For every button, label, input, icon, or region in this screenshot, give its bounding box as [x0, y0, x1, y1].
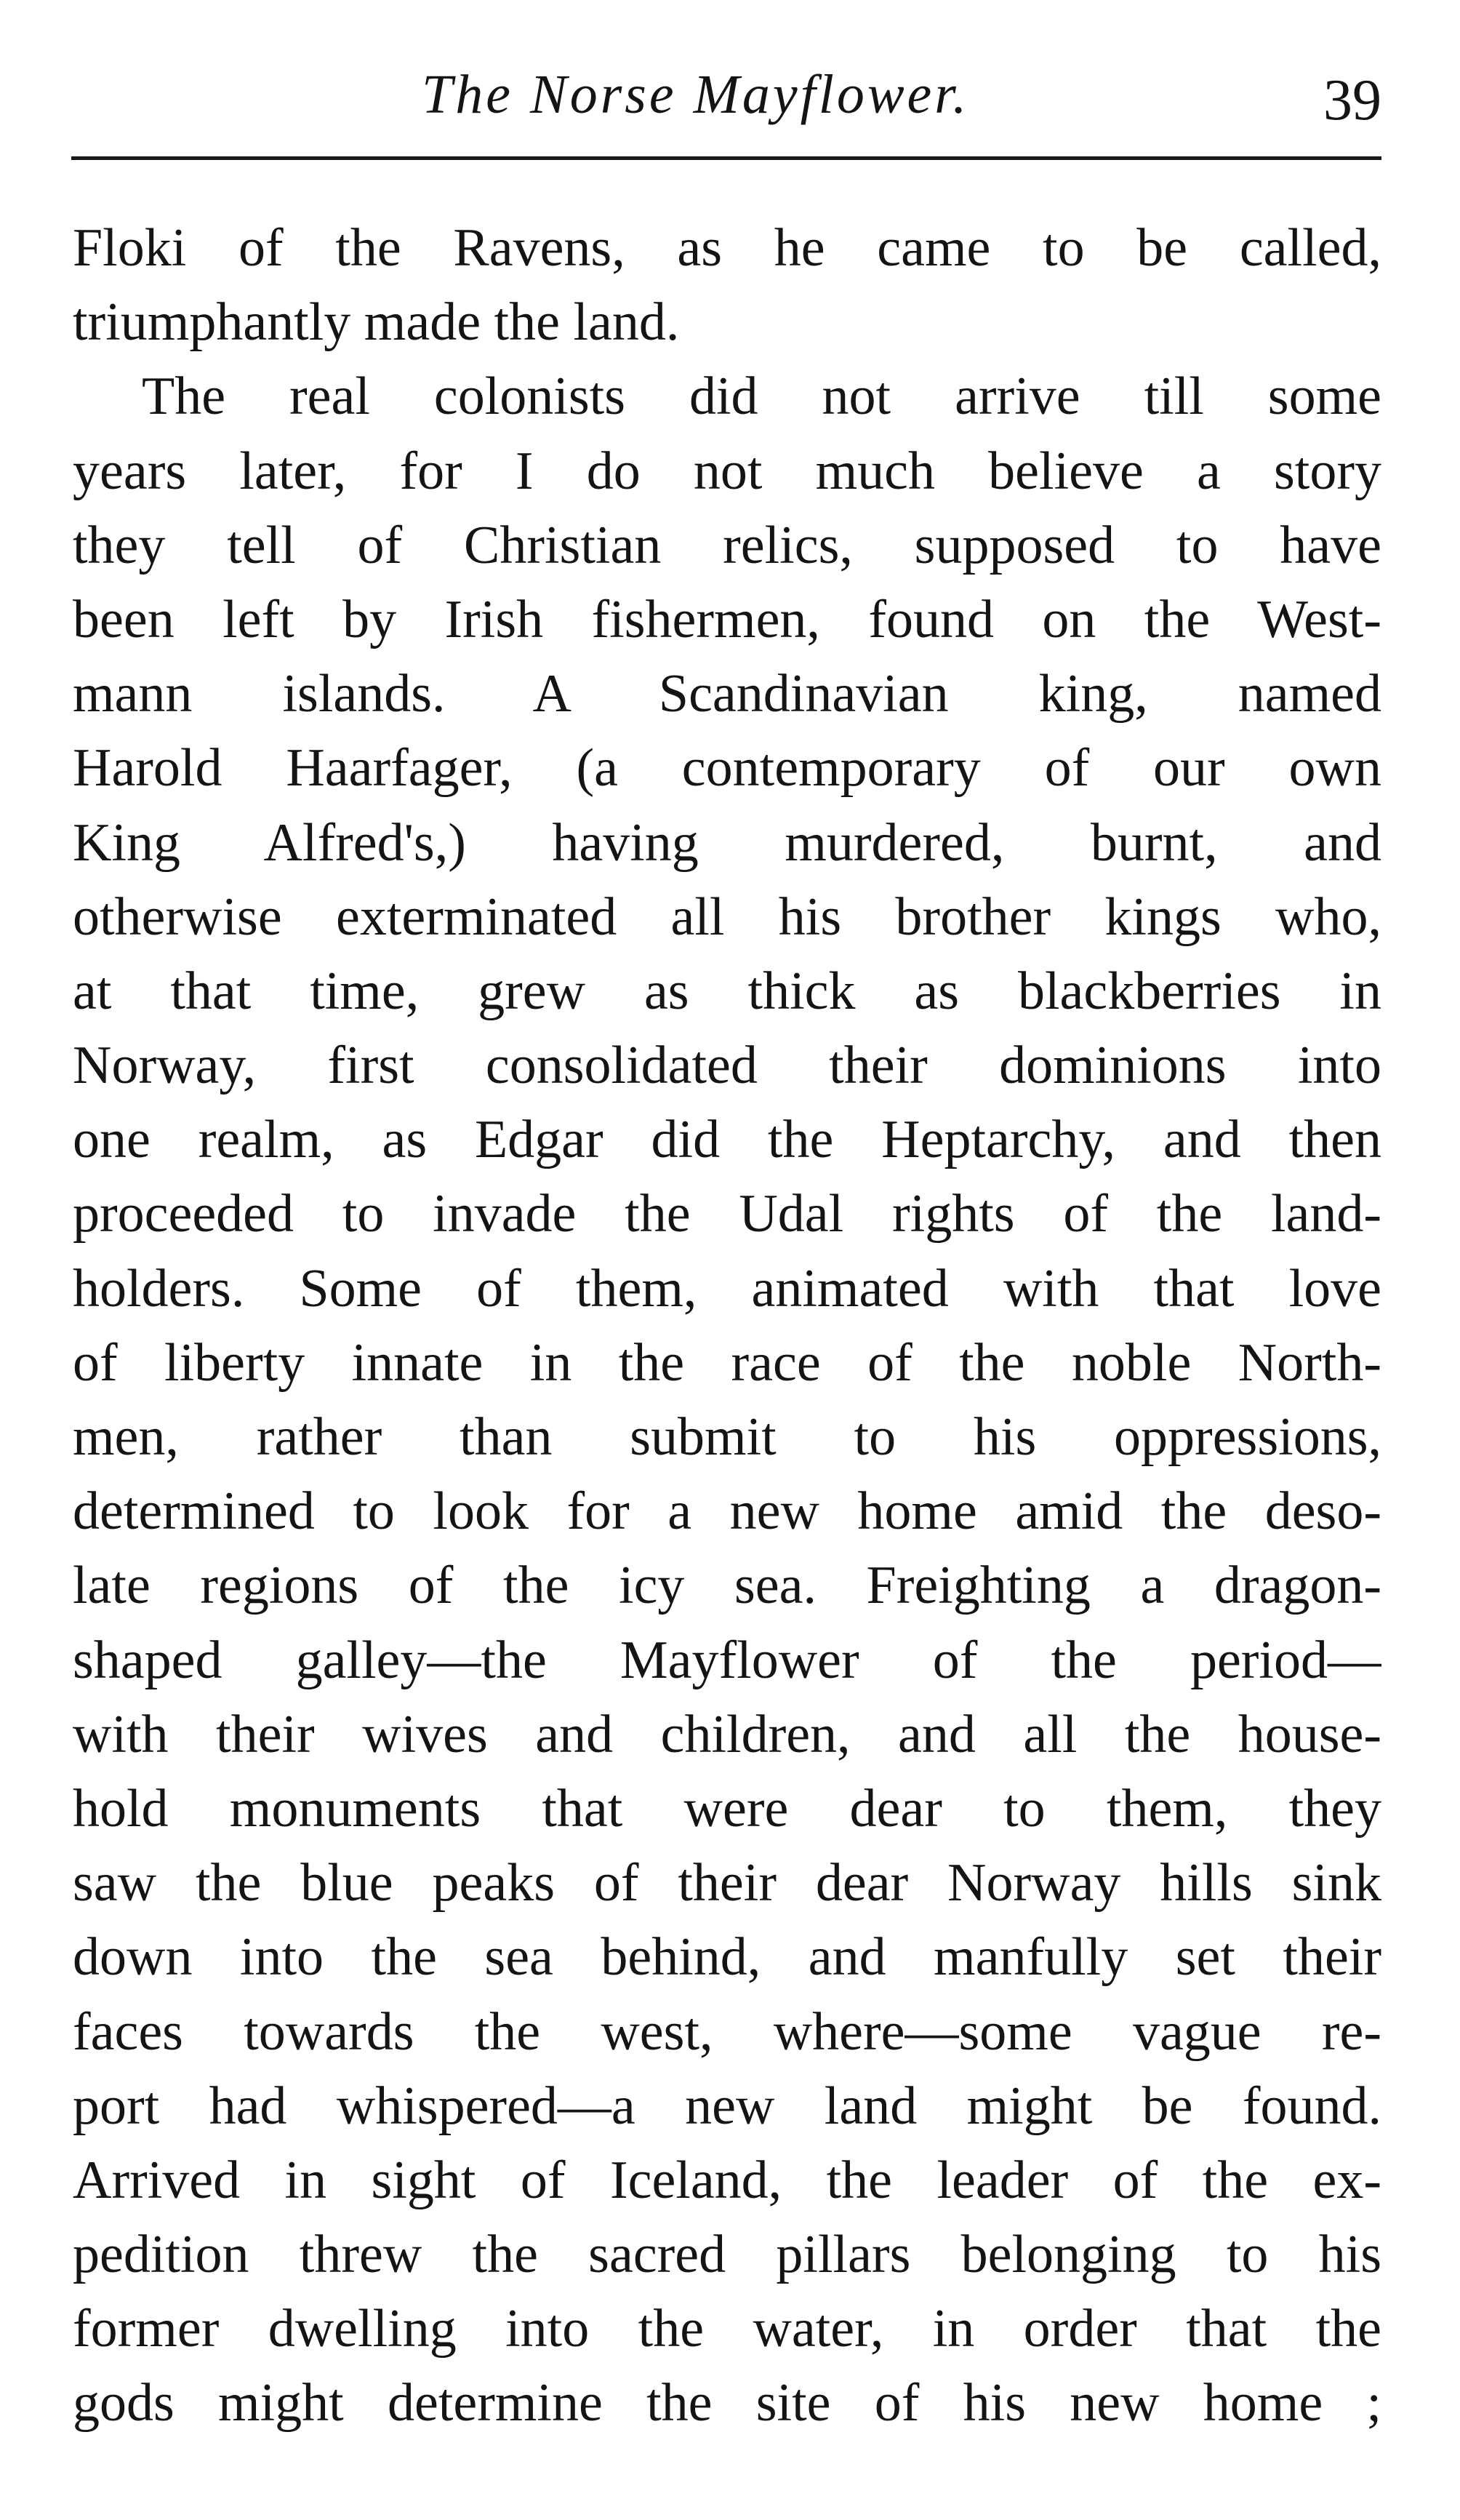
- text-line: proceeded to invade the Udal rights of the land-: [73, 1184, 1381, 1244]
- text-line: Norway, first consolidated their dominions into: [73, 1036, 1381, 1096]
- text-line: hold monuments that were dear to them, they: [73, 1778, 1381, 1839]
- page-number: 39: [1323, 68, 1381, 132]
- text-line: faces towards the west, where—some vague re-: [73, 2001, 1381, 2062]
- text-line: at that time, grew as thick as blackberries in: [73, 961, 1381, 1021]
- text-line: they tell of Christian relics, supposed to have: [73, 515, 1381, 575]
- text-line: shaped galley—the Mayflower of the period—: [73, 1630, 1381, 1690]
- text-line: Arrived in sight of Iceland, the leader of the ex-: [73, 2150, 1381, 2210]
- running-title: The Norse Mayflower.: [422, 64, 970, 125]
- header-rule: [71, 156, 1381, 160]
- text-line: been left by Irish fishermen, found on the West-: [73, 589, 1381, 649]
- text-line: mann islands. A Scandinavian king, named: [73, 664, 1381, 724]
- text-line: Floki of the Ravens, as he came to be called,: [73, 218, 1381, 278]
- text-line: gods might determine the site of his new home ;: [73, 2373, 1381, 2433]
- text-line: former dwelling into the water, in order that the: [73, 2299, 1381, 2359]
- text-line: port had whispered—a new land might be found.: [73, 2076, 1381, 2136]
- text-line: one realm, as Edgar did the Heptarchy, and then: [73, 1110, 1381, 1170]
- text-line: King Alfred's,) having murdered, burnt, and: [73, 812, 1381, 873]
- running-head: [0, 44, 1460, 132]
- text-line: The real colonists did not arrive till some: [142, 367, 1381, 427]
- body-text: [73, 211, 1381, 2441]
- text-line: otherwise exterminated all his brother kings who,: [73, 887, 1381, 947]
- text-line: pedition threw the sacred pillars belonging to his: [73, 2225, 1381, 2285]
- text-line: years later, for I do not much believe a story: [73, 441, 1381, 501]
- text-line: men, rather than submit to his oppressions,: [73, 1407, 1381, 1467]
- text-line: of liberty innate in the race of the noble North-: [73, 1332, 1381, 1393]
- text-line: late regions of the icy sea. Freighting a dragon-: [73, 1556, 1381, 1616]
- text-line: triumphantly made the land.: [73, 292, 680, 353]
- text-line: with their wives and children, and all the house-: [73, 1704, 1381, 1764]
- text-line: determined to look for a new home amid the deso-: [73, 1481, 1381, 1542]
- text-line: holders. Some of them, animated with that love: [73, 1258, 1381, 1319]
- text-line: Harold Haarfager, (a contemporary of our own: [73, 738, 1381, 799]
- text-line: saw the blue peaks of their dear Norway hills sink: [73, 1853, 1381, 1913]
- text-line: down into the sea behind, and manfully set their: [73, 1927, 1381, 1988]
